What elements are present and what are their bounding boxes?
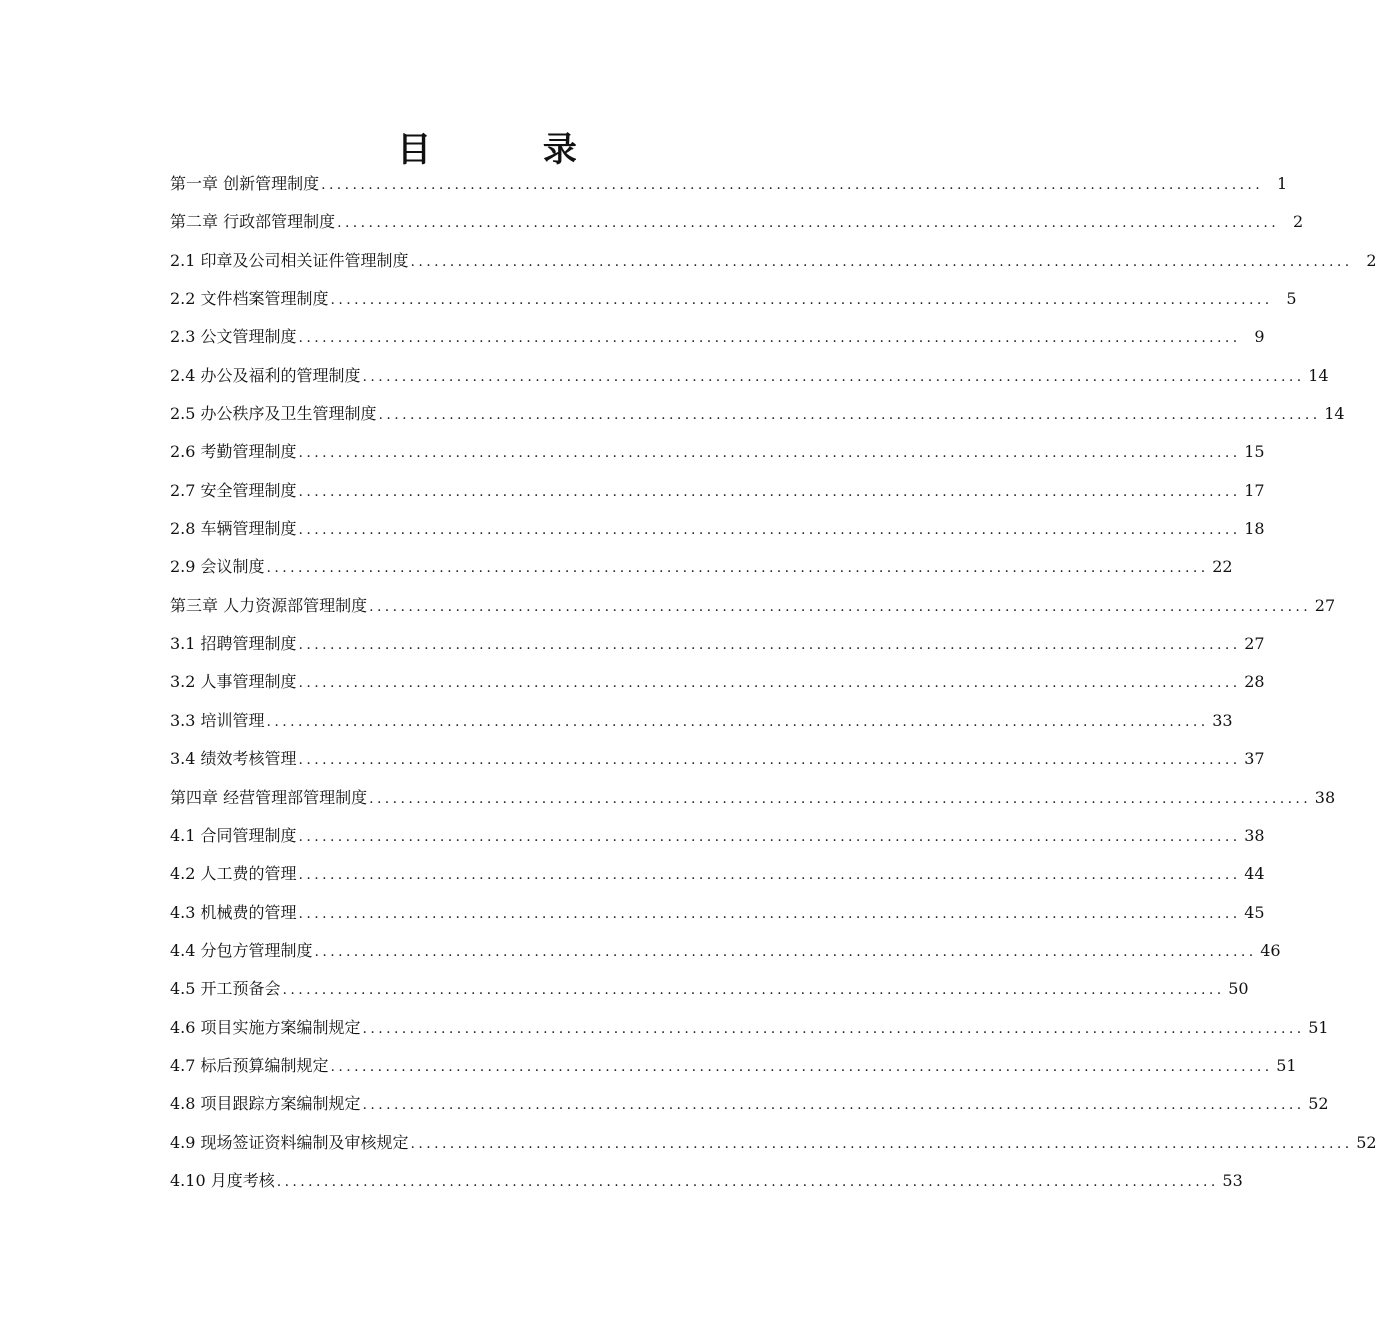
toc-entry[interactable] (170, 395, 1345, 433)
toc-entry[interactable] (170, 510, 1265, 548)
toc-dot-leader: ........................................................................................................................ (298, 483, 1241, 500)
toc-entry-page-number: 2 (1292, 212, 1304, 232)
toc-dot-leader: ........................................................................................................................ (369, 598, 1312, 615)
toc-entry[interactable] (170, 894, 1265, 932)
toc-entry-label: 第一章 创新管理制度 (170, 174, 320, 193)
toc-entry-page-number: 17 (1244, 480, 1265, 500)
toc-dot-leader: ........................................................................................................................ (298, 752, 1241, 769)
toc-entry-label: 2.7 安全管理制度 (170, 480, 297, 500)
toc-entry-label: 3.1 招聘管理制度 (170, 634, 297, 654)
toc-entry-page-number: 27 (1244, 634, 1265, 654)
toc-dot-leader: ........................................................................................................................ (298, 905, 1241, 922)
toc-entry-label: 第三章 人力资源部管理制度 (170, 595, 368, 615)
toc-entry[interactable] (170, 587, 1336, 625)
toc-entry-page-number: 22 (1212, 557, 1233, 577)
toc-entry-page-number: 15 (1244, 442, 1265, 462)
toc-dot-leader: ........................................................................................................................ (337, 215, 1280, 232)
toc-entry-page-number: 51 (1276, 1055, 1297, 1075)
toc-entry[interactable] (170, 855, 1265, 893)
toc-entry-label: 第二章 行政部管理制度 (170, 212, 336, 232)
toc-entry-page-number: 45 (1244, 902, 1265, 922)
toc-entry-label: 4.6 项目实施方案编制规定 (170, 1017, 361, 1037)
toc-dot-leader: ........................................................................................................................ (314, 943, 1257, 960)
toc-entry-page-number: 52 (1308, 1094, 1329, 1114)
toc-entry[interactable] (170, 318, 1265, 356)
toc-entry-page-number: 2 (1366, 250, 1377, 270)
toc-entry-page-number: 14 (1324, 404, 1345, 424)
toc-dot-leader: ........................................................................................................................ (298, 675, 1241, 692)
toc-entry[interactable] (170, 203, 1304, 241)
toc-dot-leader: ........................................................................................................................ (298, 522, 1241, 539)
toc-dot-leader: ........................................................................................................................ (362, 368, 1305, 385)
toc-entry-label: 3.4 绩效考核管理 (170, 749, 297, 769)
toc-entry-page-number: 38 (1244, 825, 1265, 845)
toc-dot-leader: ........................................................................................................................ (266, 713, 1209, 730)
toc-entry-page-number: 44 (1244, 864, 1265, 884)
toc-entry[interactable] (170, 663, 1265, 701)
toc-entry[interactable] (170, 932, 1281, 970)
toc-entry-label: 2.5 办公秩序及卫生管理制度 (170, 404, 377, 424)
toc-dot-leader: ........................................................................................................................ (321, 177, 1264, 193)
toc-entry[interactable] (170, 242, 1377, 280)
toc-entry-label: 2.2 文件档案管理制度 (170, 289, 329, 309)
toc-entry-page-number: 33 (1212, 710, 1233, 730)
toc-entry-page-number: 38 (1314, 787, 1336, 807)
toc-dot-leader: ........................................................................................................................ (330, 1058, 1273, 1075)
toc-entry-label: 4.3 机械费的管理 (170, 902, 297, 922)
toc-entry-label: 2.3 公文管理制度 (170, 327, 297, 347)
toc-entry-page-number: 46 (1260, 940, 1281, 960)
toc-entry[interactable] (170, 1124, 1377, 1162)
toc-entry-label: 4.5 开工预备会 (170, 979, 281, 999)
toc-entry[interactable] (170, 357, 1329, 395)
toc-dot-leader: ........................................................................................................................ (378, 407, 1321, 424)
toc-entry-label: 4.2 人工费的管理 (170, 864, 297, 884)
toc-entry[interactable] (170, 472, 1265, 510)
toc-entry-label: 4.10 月度考核 (170, 1170, 275, 1190)
toc-entry-page-number: 51 (1308, 1017, 1329, 1037)
toc-dot-leader: ........................................................................................................................ (410, 1135, 1353, 1152)
toc-dot-leader: ........................................................................................................................ (330, 292, 1273, 309)
toc-dot-leader: ........................................................................................................................ (298, 867, 1241, 884)
toc-entry-page-number: 52 (1356, 1132, 1377, 1152)
toc-entry-page-number: 18 (1244, 519, 1265, 539)
toc-entry-page-number: 37 (1244, 749, 1265, 769)
toc-entry[interactable] (170, 702, 1233, 740)
toc-entry-label: 3.3 培训管理 (170, 710, 265, 730)
toc-entry-page-number: 9 (1254, 327, 1265, 347)
toc-entry[interactable] (170, 740, 1265, 778)
toc-entry-page-number: 27 (1314, 595, 1336, 615)
toc-entry-label: 3.2 人事管理制度 (170, 672, 297, 692)
toc-entry-label: 2.4 办公及福利的管理制度 (170, 365, 361, 385)
toc-dot-leader: ........................................................................................................................ (276, 1173, 1219, 1190)
toc-dot-leader: ........................................................................................................................ (362, 1020, 1305, 1037)
toc-entry[interactable] (170, 1009, 1329, 1047)
toc-list (170, 165, 1377, 1200)
toc-entry[interactable] (170, 817, 1265, 855)
toc-entry-label: 2.6 考勤管理制度 (170, 442, 297, 462)
toc-title: 目 录 (397, 130, 627, 170)
toc-dot-leader: ........................................................................................................................ (298, 445, 1241, 462)
toc-entry-label: 2.8 车辆管理制度 (170, 519, 297, 539)
toc-entry-page-number: 5 (1286, 289, 1297, 309)
toc-entry-page-number: 14 (1308, 365, 1329, 385)
toc-entry-page-number: 1 (1276, 174, 1288, 193)
toc-entry-label: 4.7 标后预算编制规定 (170, 1055, 329, 1075)
toc-dot-leader: ........................................................................................................................ (369, 790, 1312, 807)
toc-entry[interactable] (170, 625, 1265, 663)
toc-dot-leader: ........................................................................................................................ (298, 330, 1241, 347)
toc-entry-label: 4.1 合同管理制度 (170, 825, 297, 845)
toc-entry-label: 4.8 项目跟踪方案编制规定 (170, 1094, 361, 1114)
toc-entry-label: 4.4 分包方管理制度 (170, 940, 313, 960)
toc-dot-leader: ........................................................................................................................ (410, 253, 1353, 270)
toc-entry[interactable] (170, 433, 1265, 471)
toc-entry[interactable] (170, 970, 1249, 1008)
toc-entry[interactable] (170, 1047, 1297, 1085)
toc-dot-leader: ........................................................................................................................ (266, 560, 1209, 577)
toc-entry-label: 4.9 现场签证资料编制及审核规定 (170, 1132, 409, 1152)
toc-dot-leader: ........................................................................................................................ (362, 1097, 1305, 1114)
toc-entry[interactable] (170, 779, 1336, 817)
toc-entry[interactable] (170, 1085, 1329, 1123)
toc-dot-leader: ........................................................................................................................ (298, 637, 1241, 654)
toc-entry-label: 2.1 印章及公司相关证件管理制度 (170, 250, 409, 270)
toc-entry-label: 2.9 会议制度 (170, 557, 265, 577)
toc-entry-page-number: 50 (1228, 979, 1249, 999)
toc-dot-leader: ........................................................................................................................ (298, 828, 1241, 845)
toc-entry-page-number: 53 (1222, 1170, 1243, 1190)
toc-entry[interactable] (170, 548, 1233, 586)
toc-entry[interactable] (170, 280, 1297, 318)
toc-entry[interactable] (170, 1162, 1243, 1200)
toc-entry-label: 第四章 经营管理部管理制度 (170, 787, 368, 807)
toc-dot-leader: ........................................................................................................................ (282, 982, 1225, 999)
toc-entry-page-number: 28 (1244, 672, 1265, 692)
toc-entry[interactable] (170, 165, 1288, 203)
